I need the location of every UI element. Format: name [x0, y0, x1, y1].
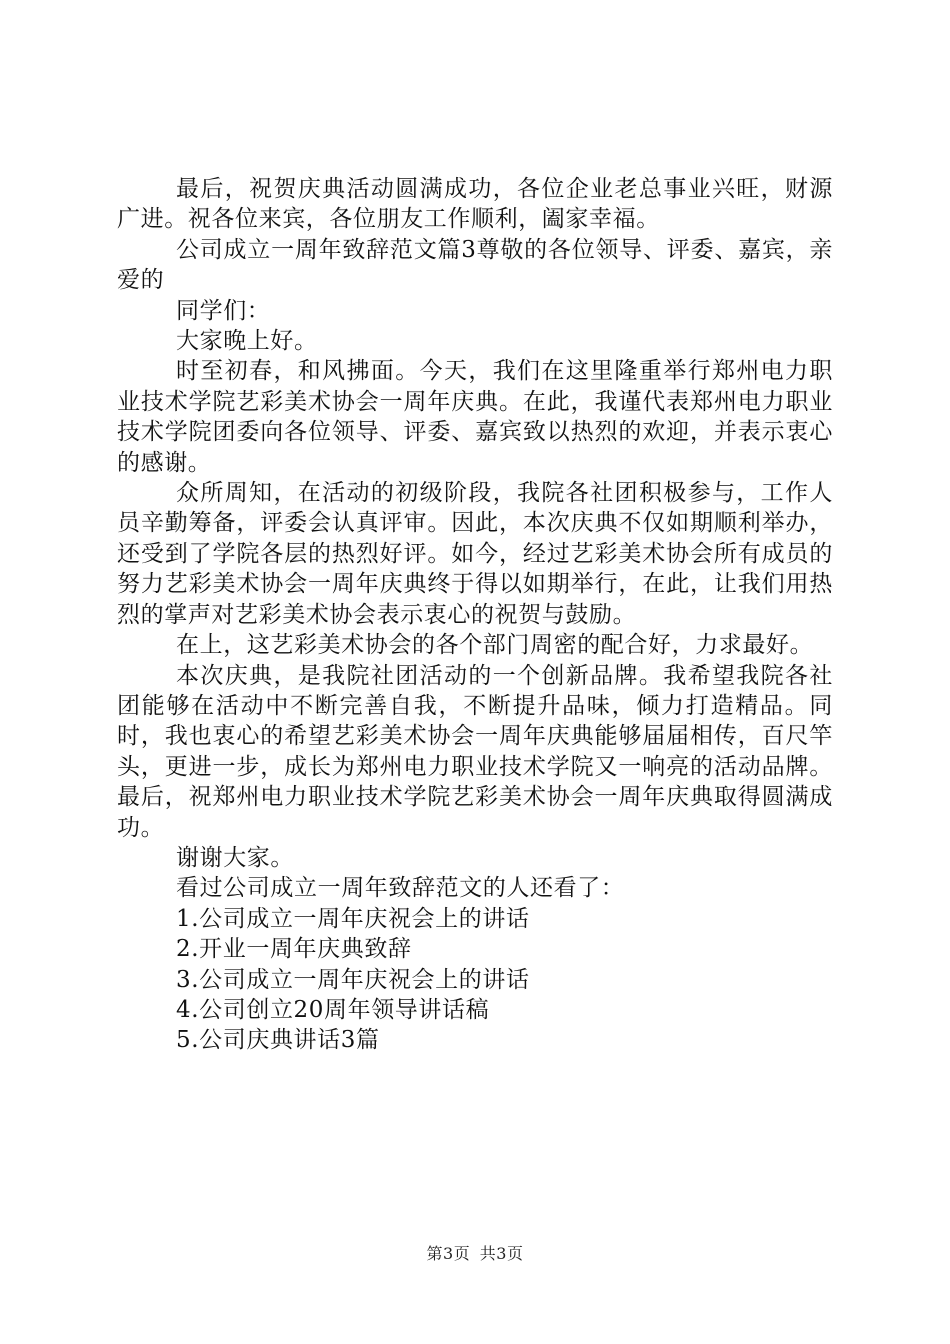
page-total: 共3页	[479, 1244, 524, 1263]
body-paragraph: 在上，这艺彩美术协会的各个部门周密的配合好，力求最好。	[176, 632, 814, 659]
body-paragraph: 谢谢大家。	[176, 844, 294, 871]
body-paragraph: 最后，祝贺庆典活动圆满成功，各位企业老总事业兴旺，财源广进。祝各位来宾，各位朋友工作顺利，阖家幸福。	[117, 176, 833, 233]
related-list-item: 5.公司庆典讲话3篇	[176, 1027, 380, 1054]
document-body	[117, 174, 833, 1056]
body-paragraph: 大家晚上好。	[176, 328, 318, 355]
page-number: 第3页	[426, 1244, 471, 1263]
body-paragraph: 本次庆典，是我院社团活动的一个创新品牌。我希望我院各社团能够在活动中不断完善自我，不断提升品味，倾力打造精品。同时，我也衷心的希望艺彩美术协会一周年庆典能够届届相传，百尺竿头，更进一步，成长为郑州电力职业技术学院又一响亮的活动品牌。最后，祝郑州电力职业技术学院艺彩美术协会一周年庆典取得圆满成功。	[117, 662, 833, 841]
body-paragraph: 同学们：	[176, 297, 271, 324]
page-footer	[0, 1243, 950, 1265]
body-paragraph: 众所周知，在活动的初级阶段，我院各社团积极参与，工作人员辛勤筹备，评委会认真评审。因此，本次庆典不仅如期顺利举办，还受到了学院各层的热烈好评。如今，经过艺彩美术协会所有成员的努力艺彩美术协会一周年庆典终于得以如期举行，在此，让我们用热烈的掌声对艺彩美术协会表示衷心的祝贺与鼓励。	[117, 480, 833, 628]
related-list-item: 1.公司成立一周年庆祝会上的讲话	[176, 905, 530, 932]
related-list-item: 4.公司创立20周年领导讲话稿	[176, 996, 490, 1023]
related-heading: 看过公司成立一周年致辞范文的人还看了：	[176, 875, 625, 902]
body-paragraph: 公司成立一周年致辞范文篇3尊敬的各位领导、评委、嘉宾，亲爱的	[117, 236, 833, 294]
body-paragraph: 时至初春，和风拂面。今天，我们在这里隆重举行郑州电力职业技术学院艺彩美术协会一周年庆典。在此，我谨代表郑州电力职业技术学院团委向各位领导、评委、嘉宾致以热烈的欢迎，并表示衷心的感谢。	[117, 358, 833, 476]
related-list-item: 3.公司成立一周年庆祝会上的讲话	[176, 966, 530, 993]
related-list-item: 2.开业一周年庆典致辞	[176, 936, 412, 963]
